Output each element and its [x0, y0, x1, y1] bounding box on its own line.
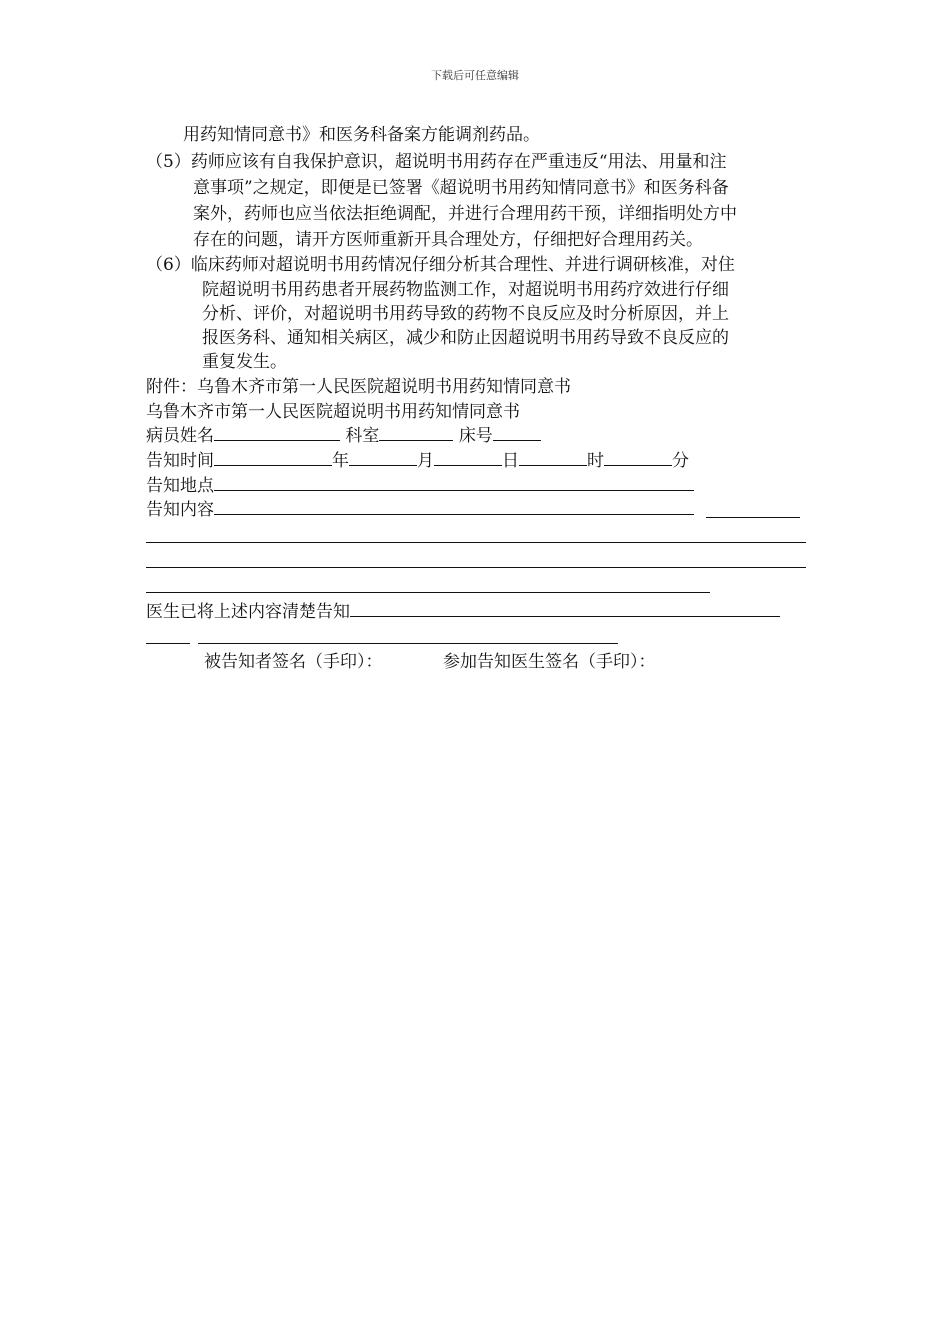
day-label: 日	[502, 451, 519, 471]
content-blank-line[interactable]	[146, 567, 806, 568]
attachment-line: 附件：乌鲁木齐市第一人民医院超说明书用药知情同意书	[146, 377, 571, 397]
paragraph-6-line: 重复发生。	[202, 352, 287, 372]
doctor-statement-row	[146, 600, 780, 624]
notified-signature-label: 被告知者签名（手印）：	[204, 652, 383, 672]
content-blank-line[interactable]	[146, 592, 710, 593]
paragraph-5-continued: 用药知情同意书》和医务科备案方能调剂药品。	[183, 125, 540, 145]
paragraph-6-line: 分析、评价，对超说明书用药导致的药物不良反应及时分析原因，并上	[202, 304, 729, 324]
paragraph-5-line: 意事项”之规定，即便是已签署《超说明书用药知情同意书》和医务科备	[193, 178, 729, 198]
statement-blank-line[interactable]	[146, 643, 190, 644]
content-blank-line[interactable]	[146, 542, 806, 543]
minute-label: 分	[672, 451, 689, 471]
patient-name-field[interactable]	[214, 424, 340, 441]
paragraph-6-line: 报医务科、通知相关病区，减少和防止因超说明书用药导致不良反应的	[202, 328, 729, 348]
year-label: 年	[332, 451, 349, 471]
month-field[interactable]	[349, 449, 417, 466]
form-title: 乌鲁木齐市第一人民医院超说明书用药知情同意书	[146, 402, 520, 422]
patient-info-row	[146, 424, 541, 448]
notify-time-label: 告知时间	[146, 451, 214, 471]
notify-place-field[interactable]	[214, 474, 694, 491]
notify-time-row	[146, 449, 689, 473]
notify-place-row	[146, 474, 694, 498]
department-field[interactable]	[379, 424, 453, 441]
bed-field[interactable]	[493, 424, 541, 441]
day-field[interactable]	[434, 449, 502, 466]
bed-label: 床号	[458, 426, 493, 446]
notify-content-row	[146, 498, 694, 522]
statement-blank-line[interactable]	[198, 643, 618, 644]
notify-content-label: 告知内容	[146, 500, 214, 520]
paragraph-5-line: （5）药师应该有自我保护意识，超说明书用药存在严重违反“用法、用量和注	[146, 152, 727, 172]
department-label: 科室	[345, 426, 380, 446]
page-header: 下载后可任意编辑	[431, 69, 519, 82]
paragraph-6-line: 院超说明书用药患者开展药物监测工作，对超说明书用药疗效进行仔细	[202, 280, 729, 300]
notify-content-field[interactable]	[214, 498, 694, 515]
year-field[interactable]	[214, 449, 332, 466]
notify-place-label: 告知地点	[146, 476, 214, 496]
paragraph-5-line: 存在的问题，请开方医师重新开具合理处方，仔细把好合理用药关。	[193, 230, 703, 250]
paragraph-6-line: （6）临床药师对超说明书用药情况仔细分析其合理性、并进行调研核准，对住	[146, 255, 735, 275]
hour-label: 时	[587, 451, 604, 471]
paragraph-5-line: 案外，药师也应当依法拒绝调配，并进行合理用药干预，详细指明处方中	[193, 204, 737, 224]
doctor-signature-label: 参加告知医生签名（手印）：	[443, 652, 656, 672]
month-label: 月	[417, 451, 434, 471]
doctor-statement: 医生已将上述内容清楚告知	[146, 602, 350, 622]
minute-field[interactable]	[604, 449, 672, 466]
hour-field[interactable]	[519, 449, 587, 466]
doctor-statement-field[interactable]	[350, 600, 780, 617]
notify-content-field-extension[interactable]	[706, 517, 800, 518]
patient-name-label: 病员姓名	[146, 426, 214, 446]
